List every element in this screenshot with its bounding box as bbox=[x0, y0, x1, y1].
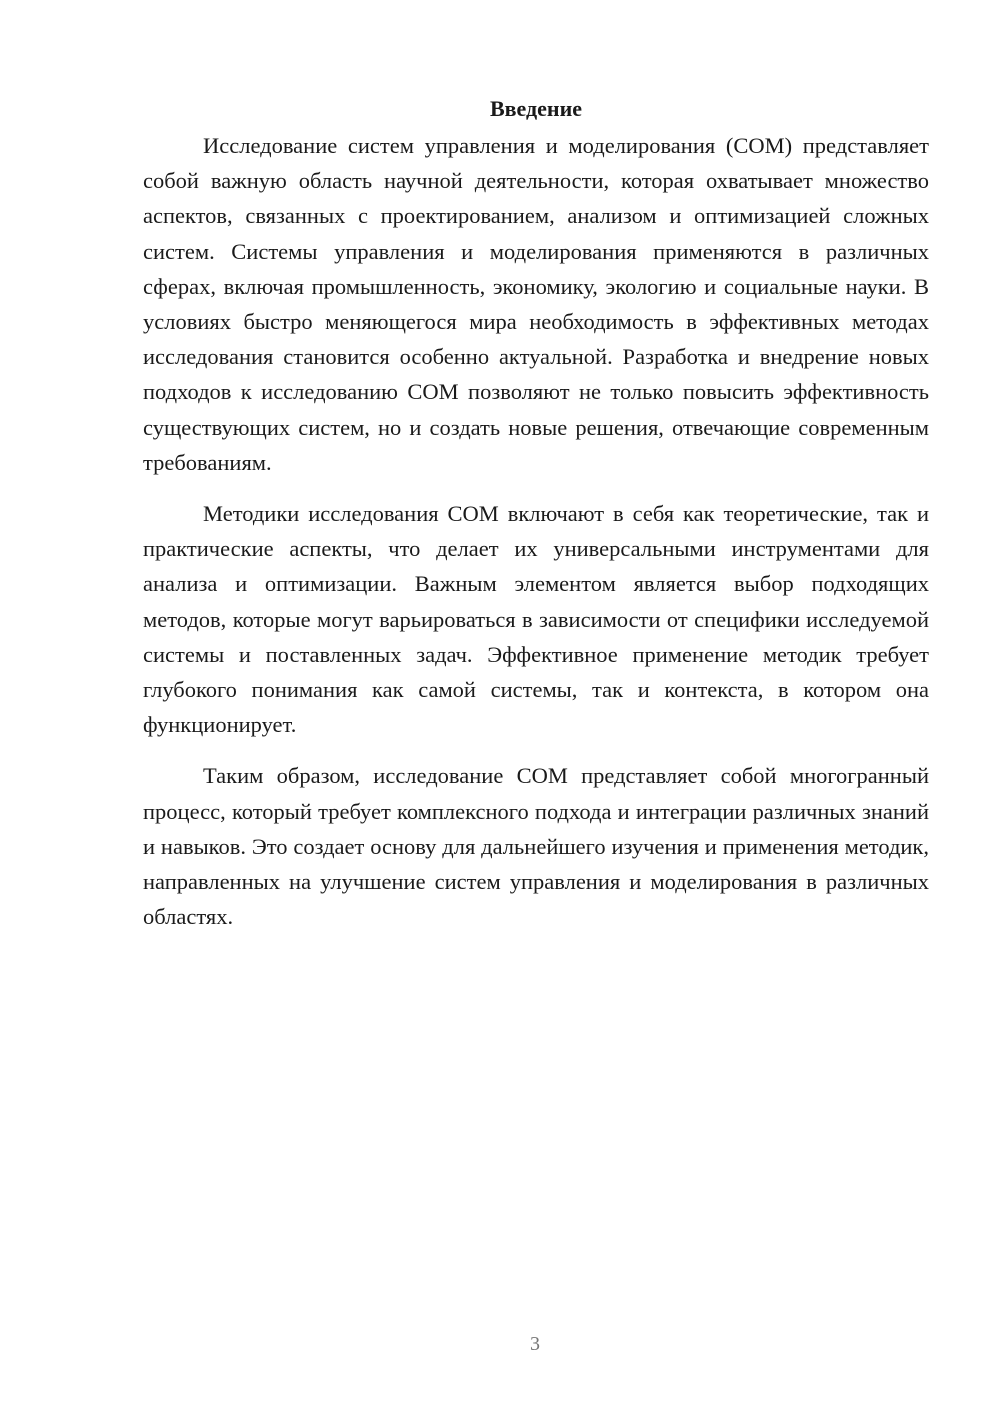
page-content bbox=[143, 94, 929, 934]
paragraph-2: Методики исследования СОМ включают в себя как теоретические, так и практические аспекты, что делает их универсальными инструментами для анализа и оптимизации. Важным элементом является выбор подходящих методов, которые могут варьироваться в зависимости от специфики исследуемой системы и поставленных задач. Эффективное применение методик требует глубокого понимания как самой системы, так и контекста, в котором она функционирует. bbox=[143, 501, 929, 738]
paragraph-1: Исследование систем управления и моделирования (СОМ) представляет собой важную область научной деятельности, которая охватывает множество аспектов, связанных с проектированием, анализом и оптимизацией сложных систем. Системы управления и моделирования применяются в различных сферах, включая промышленность, экономику, экологию и социальные науки. В условиях быстро меняющегося мира необходимость в эффективных методах исследования становится особенно актуальной. Разработка и внедрение новых подходов к исследованию СОМ позволяют не только повысить эффективность существующих систем, но и создать новые решения, отвечающие современным требованиям. bbox=[143, 133, 929, 475]
page-number: 3 bbox=[530, 1333, 540, 1355]
section-title: Введение bbox=[489, 96, 583, 121]
paragraph-3: Таким образом, исследование СОМ представляет собой многогранный процесс, который требует комплексного подхода и интеграции различных знаний и навыков. Это создает основу для дальнейшего изучения и применения методик, направленных на улучшение систем управления и моделирования в различных областях. bbox=[143, 763, 929, 930]
